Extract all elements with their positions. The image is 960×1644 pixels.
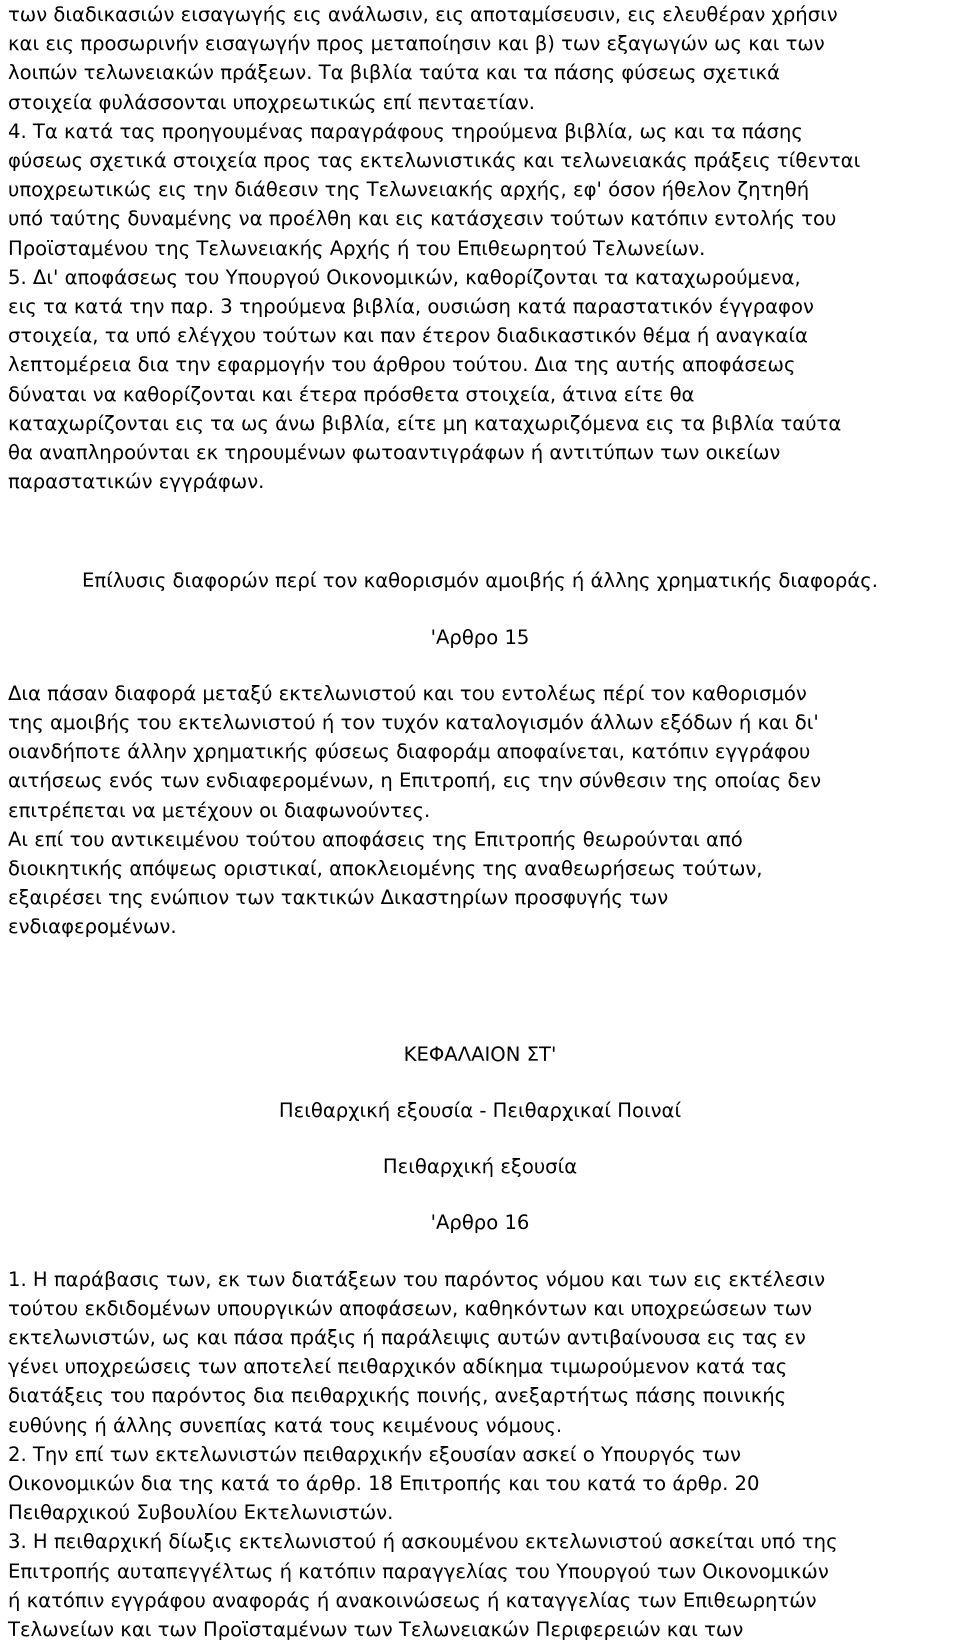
chapter-section: Πειθαρχική εξουσία <box>382 1155 578 1179</box>
spacer <box>8 496 952 566</box>
spacer <box>8 1125 952 1152</box>
article-15-heading: 'Αρθρο 15 <box>430 625 530 649</box>
article-16-paragraph-3: 3. Η πειθαρχική δίωξις εκτελωνιστού ή ασκουμένου εκτελωνιστού ασκείται υπό της Επιτροπής αυταπεγγέλτως ή κατόπιν παραγγελίας του Υπουργού των Οικονομικών ή κατόπιν εγγράφου αναφοράς ή ανακοινώσεως ή καταγγελίας των Επιθεωρητών Τελωνείων και των Προϊσταμένων των Τελωνειακών Περιφερειών και των <box>8 1530 838 1641</box>
chapter-subtitle: Πειθαρχική εξουσία - Πειθαρχικαί Ποιναί <box>278 1098 682 1122</box>
spacer <box>8 1012 952 1040</box>
document-page <box>8 0 952 1644</box>
paragraph-5: 5. Δι' αποφάσεως του Υπουργού Οικονομικών, καθορίζονται τα καταχωρούμενα, εις τα κατά την παρ. 3 τηρούμενα βιβλία, ουσιώση κατά παραστατικόν έγγραφον στοιχεία, τα υπό ελέγχου τούτων και παν έτερον διαδικαστικόν θέμα ή αναγκαία λεπτομέρεια δια την εφαρμογήν του άρθρου τούτου. Δια της αυτής αποφάσεως δύναται να καθορίζονται και έτερα πρόσθετα στοιχεία, άτινα είτε θα καταχωρίζονται εις τα ως άνω βιβλία, είτε μη καταχωριζόμενα εις τα βιβλία ταύτα θα αναπληρούνται εκ τηρουμένων φωτοαντιγράφων ή αντιτύπων των οικείων παραστατικών εγγράφων. <box>8 265 842 494</box>
article-15-paragraph-1: Δια πάσαν διαφορά μεταξύ εκτελωνιστού και του εντολέως πέρί τον καθορισμόν της αμοιβής του εκτελωνιστού ή τον τυχόν καταλογισμόν άλλων εξόδων ή και δι' οιανδήποτε άλλην χρηματικής φύσεως διαφοράμ αποφαίνεται, κατόπιν εγγράφου αιτήσεως ενός των ενδιαφερομένων, η Επιτροπή, εις την σύνθεσιν της οποίας δεν επιτρέπεται να μετέχουν οι διαφωνούντες. <box>8 681 822 822</box>
article-16-paragraph-1: 1. Η παράβασις των, εκ των διατάξεων του παρόντος νόμου και των εις εκτέλεσιν τούτου εκδιδομένων υπουργικών αποφάσεων, καθηκόντων και υποχρεώσεων των εκτελωνιστών, ως και πάσα πράξις ή παράλειψις αυτών αντιβαίνουσα εις τας εν γένει υποχρεώσεις των αποτελεί πειθαρχικόν αδίκημα τιμωρούμενον κατά τας διατάξεις του παρόντος δια πειθαρχικής ποινής, ανεξαρτήτως πάσης ποινικής ευθύνης ή άλλης συνεπίας κατά τους κειμένους νόμους. <box>8 1267 826 1437</box>
paragraph-continuation: των διαδικασιών εισαγωγής εις ανάλωσιν, εις αποταμίσευσιν, εις ελευθέραν χρήσιν και εις προσωρινήν εισαγωγήν προς μεταποίησιν και β) των εξαγωγών ως και των λοιπών τελωνειακών πράξεων. Τα βιβλία ταύτα και τα πάσης φύσεως σχετικά στοιχεία φυλάσσονται υποχρεωτικώς επί πενταετίαν. <box>8 3 838 114</box>
spacer <box>8 1069 952 1096</box>
section-title: Επίλυσις διαφορών περί τον καθορισμόν αμοιβής ή άλλης χρηματικής διαφοράς. <box>82 569 878 593</box>
spacer <box>8 596 952 623</box>
spacer <box>8 942 952 1012</box>
chapter-title: ΚΕΦΑΛΑΙΟΝ ΣΤ' <box>403 1042 557 1066</box>
spacer <box>8 1181 952 1208</box>
article-16-paragraph-2: 2. Την επί των εκτελωνιστών πειθαρχικήν εξουσίαν ασκεί ο Υπουργός των Οικονομικών δια της κατά το άρθρ. 18 Επιτροπής και του κατά το άρθρ. 20 Πειθαρχικού Συβουλίου Εκτελωνιστών. <box>8 1442 760 1525</box>
spacer <box>8 652 952 679</box>
spacer <box>8 1238 952 1265</box>
article-15-paragraph-2: Αι επί του αντικειμένου τούτου αποφάσεις της Επιτροπής θεωρούνται από διοικητικής απόψεως οριστικαί, αποκλειομένης της αναθεωρήσεως τούτων, εξαιρέσει της ενώπιον των τακτικών Δικαστηρίων προσφυγής των ενδιαφερομένων. <box>8 827 763 939</box>
paragraph-4: 4. Τα κατά τας προηγουμένας παραγράφους τηρούμενα βιβλία, ως και τα πάσης φύσεως σχετικά στοιχεία προς τας εκτελωνιστικάς και τελωνειακάς πράξεις τίθενται υποχρεωτικώς εις την διάθεσιν της Τελωνειακής αρχής, εφ' όσον ήθελον ζητηθή υπό ταύτης δυναμένης να προέλθη και εις κατάσχεσιν τούτων κατόπιν εντολής του Προϊσταμένου της Τελωνειακής Αρχής ή του Επιθεωρητού Τελωνείων. <box>8 119 861 260</box>
article-16-heading: 'Αρθρο 16 <box>430 1211 530 1235</box>
